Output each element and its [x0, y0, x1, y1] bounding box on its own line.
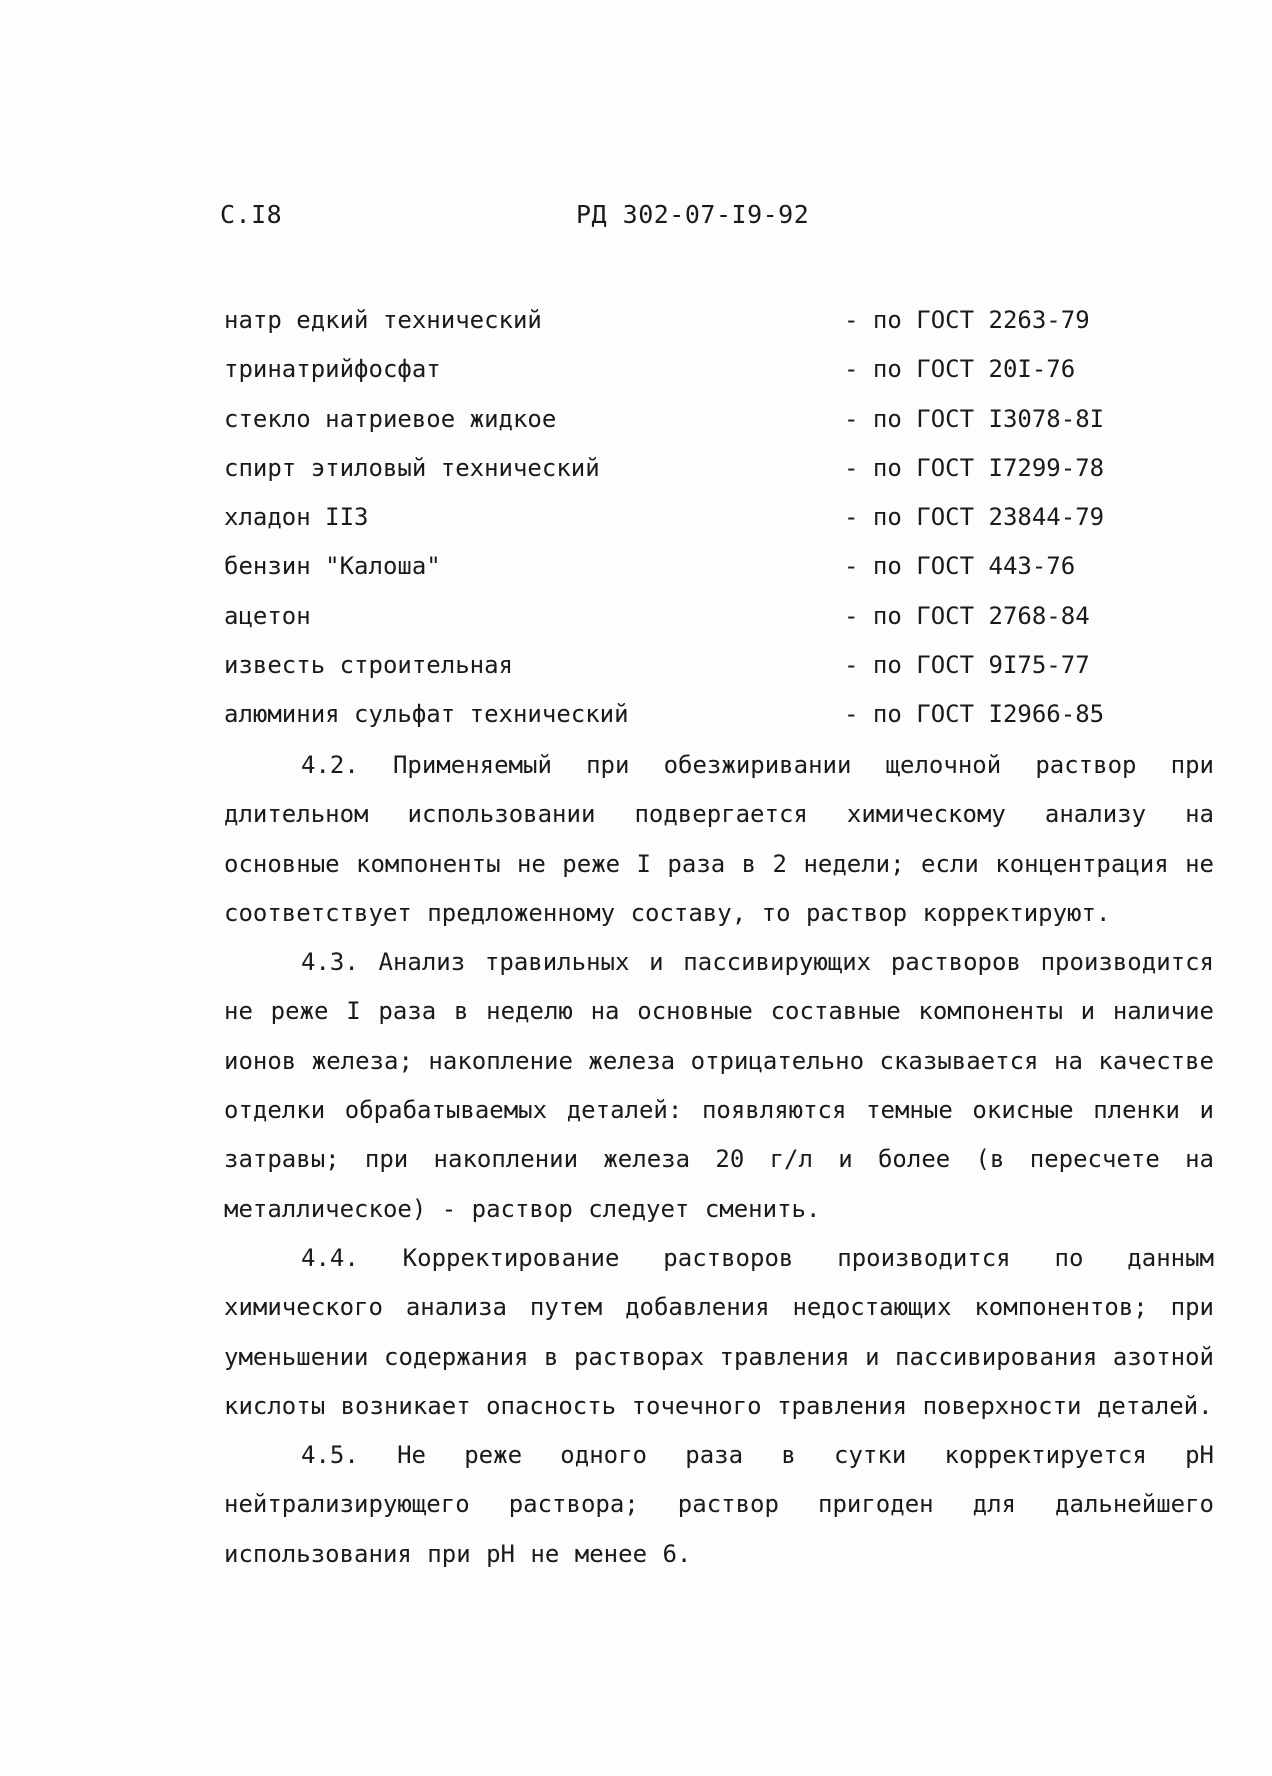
- material-row: [224, 296, 1124, 345]
- material-row: [224, 345, 1124, 394]
- material-row: [224, 444, 1124, 493]
- material-name: известь строительная: [224, 651, 513, 680]
- document-code: РД 302-07-I9-92: [576, 200, 810, 229]
- material-row: [224, 641, 1124, 690]
- material-name: бензин "Калоша": [224, 552, 441, 581]
- material-standard: - по ГОСТ 9I75-77: [844, 651, 1090, 680]
- material-name: стекло натриевое жидкое: [224, 404, 557, 433]
- material-name: натр едкий технический: [224, 306, 542, 334]
- material-standard: - по ГОСТ I7299-78: [844, 453, 1105, 482]
- material-name: спирт этиловый технический: [224, 453, 600, 482]
- paragraph-4-3: 4.3. Анализ травильных и пассивирующих растворов производится не реже I раза в неделю на основные составные компоненты и наличие ионов железа; накопление железа отрицательно сказывается на качестве отделки обрабатываемых деталей: появляются темные окисные пленки и затравы; при накоплении железа 20 г/л и более (в пересчете на металлическое) - раствор следует сменить.: [224, 948, 1214, 1223]
- material-standard: - по ГОСТ 2768-84: [844, 601, 1090, 630]
- paragraph-4-2: 4.2. Применяемый при обезжиривании щелочной раствор при длительном использовании подвергается химическому анализу на основные компоненты не реже I раза в 2 недели; если концентрация не соответствует предложенному составу, то раствор корректируют.: [224, 751, 1214, 927]
- material-standard: - по ГОСТ 443-76: [844, 552, 1076, 581]
- material-row: [224, 493, 1124, 542]
- page-header: [0, 200, 1272, 240]
- material-standard: - по ГОСТ 23844-79: [844, 503, 1105, 532]
- material-standard: - по ГОСТ 2263-79: [844, 306, 1090, 334]
- body-text: [224, 741, 1214, 1579]
- material-name: тринатрийфосфат: [224, 355, 441, 384]
- material-row: [224, 395, 1124, 444]
- paragraph-4-4: 4.4. Корректирование растворов производится по данным химического анализа путем добавления недостающих компонентов; при уменьшении содержания в растворах травления и пассивирования азотной кислоты возникает опасность точечного травления поверхности деталей.: [224, 1243, 1214, 1420]
- page-number: С.I8: [220, 200, 283, 229]
- material-name: хладон II3: [224, 503, 369, 532]
- material-row: [224, 592, 1124, 641]
- material-name: ацетон: [224, 601, 311, 630]
- material-row: [224, 542, 1124, 591]
- material-standard: - по ГОСТ I2966-85: [844, 700, 1105, 729]
- material-row: [224, 690, 1124, 739]
- material-name: алюминия сульфат технический: [224, 700, 629, 729]
- material-standard: - по ГОСТ I3078-8I: [844, 404, 1105, 433]
- material-standard: - по ГОСТ 20I-76: [844, 355, 1076, 384]
- paragraph-4-5: 4.5. Не реже одного раза в сутки корректируется pH нейтрализирующего раствора; раствор пригоден для дальнейшего использования при pH не менее 6.: [224, 1441, 1214, 1568]
- materials-list: [224, 296, 1124, 740]
